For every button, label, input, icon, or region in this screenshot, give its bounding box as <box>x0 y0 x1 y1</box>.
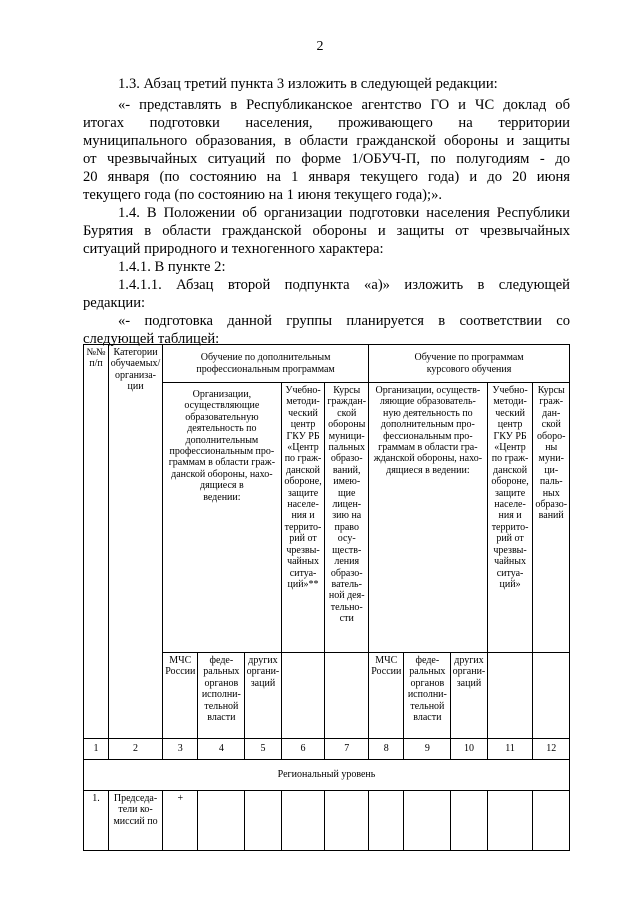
empty-cell <box>487 653 533 739</box>
region-level-row: Региональный уровень <box>84 760 570 791</box>
text-line: ситуаций природного и техногенного характера: <box>83 241 384 257</box>
column-number: 4 <box>198 739 245 760</box>
paragraph-1-4-1-1: 1.4.1.1. Абзац второй подпункта «а)» изложить в следующей <box>118 277 570 293</box>
empty-cell <box>533 791 570 851</box>
header-organizations-1: Организации, осуществляющие образовательную деятельность по дополнительным профессиональным про- граммам в области граж- данской обороны, нахо- дящиеся в ведении: <box>163 383 282 653</box>
header-center-1: Учебно- методи- ческий центр ГКУ РБ «Центр по граж- данской обороне, защите населе- ния и террито- рий от чрезвы- чайных ситуа- ций»** <box>281 383 325 653</box>
empty-cell <box>369 791 404 851</box>
text-line: «- подготовка данной группы планируется в соответствии со <box>118 313 570 329</box>
column-number: 8 <box>369 739 404 760</box>
header-group-courses: Обучение по программам курсового обучения <box>369 345 570 383</box>
column-number: 9 <box>404 739 451 760</box>
text-line: от чрезвычайных ситуаций по форме 1/ОБУЧ-П, по полугодиям - до <box>83 151 570 167</box>
sub-other-1: других органи- заций <box>245 653 281 739</box>
empty-cell <box>325 791 369 851</box>
header-courses-2: Курсы граж- дан- ской оборо- ны муни- ци- паль- ных образо- ваний <box>533 383 570 653</box>
sub-mchs-1: МЧС России <box>163 653 198 739</box>
row-category: Председа- тели ко- миссий по <box>108 791 162 851</box>
text-line: следующей таблицей: <box>83 331 220 347</box>
sub-other-2: других органи- заций <box>451 653 487 739</box>
column-number: 1 <box>84 739 109 760</box>
paragraph-1-4: 1.4. В Положении об организации подготовки населения Республики <box>118 205 570 221</box>
page-number: 2 <box>316 39 324 54</box>
column-number: 5 <box>245 739 281 760</box>
column-numbers-row <box>84 739 570 760</box>
column-number: 3 <box>163 739 198 760</box>
column-number: 12 <box>533 739 570 760</box>
text-line: 20 января (по состоянию на 1 января текущего года) и до 20 июня <box>83 169 570 185</box>
paragraph-1-4-1: 1.4.1. В пункте 2: <box>118 259 226 275</box>
empty-cell <box>281 653 325 739</box>
empty-cell <box>404 791 451 851</box>
column-number: 7 <box>325 739 369 760</box>
sub-federal-1: феде- ральных органов исполни- тельной власти <box>198 653 245 739</box>
column-number: 10 <box>451 739 487 760</box>
table-row <box>84 791 570 851</box>
paragraph-1-3: 1.3. Абзац третий пункта 3 изложить в следующей редакции: <box>118 76 498 92</box>
row-number: 1. <box>84 791 109 851</box>
empty-cell <box>245 791 281 851</box>
sub-federal-2: феде- ральных органов исполни- тельной власти <box>404 653 451 739</box>
header-center-2: Учебно- методи- ческий центр ГКУ РБ «Центр по граж- данской обороне, защите населе- ния и террито- рий от чрезвы- чайных ситуа- ций» <box>487 383 533 653</box>
empty-cell <box>533 653 570 739</box>
column-number: 6 <box>281 739 325 760</box>
empty-cell <box>487 791 533 851</box>
empty-cell <box>451 791 487 851</box>
training-table <box>83 344 570 851</box>
column-number: 11 <box>487 739 533 760</box>
column-number: 2 <box>108 739 162 760</box>
text-line: муниципального образования, в области гражданской обороны и защиты <box>83 133 570 149</box>
row-mark: + <box>163 791 198 851</box>
text-line: Бурятия в области гражданской обороны и защиты от чрезвычайных <box>83 223 570 239</box>
sub-mchs-2: МЧС России <box>369 653 404 739</box>
text-line: текущего года (по состоянию на 1 июня текущего года);». <box>83 187 443 203</box>
header-category: Категории обучаемых/ организа- ции <box>108 345 162 739</box>
text-line: редакции: <box>83 295 146 311</box>
header-organizations-2: Организации, осуществ- ляющие образователь- ную деятельность по дополнительным про- фессиональным про- граммам в области гра- жданской обороны, нахо- дящиеся в ведении: <box>369 383 488 653</box>
text-line: «- представлять в Республиканское агентство ГО и ЧС доклад об <box>118 97 570 113</box>
header-courses-1: Курсы граждан- ской обороны муници- пальных образо- ваний, имею- щие лицен- зию на право осу- ществ- ления образо- ватель- ной дея- тельно- сти <box>325 383 369 653</box>
text-line: итогах подготовки населения, проживающего на территории <box>83 115 570 131</box>
empty-cell <box>281 791 325 851</box>
header-group-additional: Обучение по дополнительным профессиональным программам <box>163 345 369 383</box>
empty-cell <box>198 791 245 851</box>
header-number: №№ п/п <box>84 345 109 739</box>
empty-cell <box>325 653 369 739</box>
